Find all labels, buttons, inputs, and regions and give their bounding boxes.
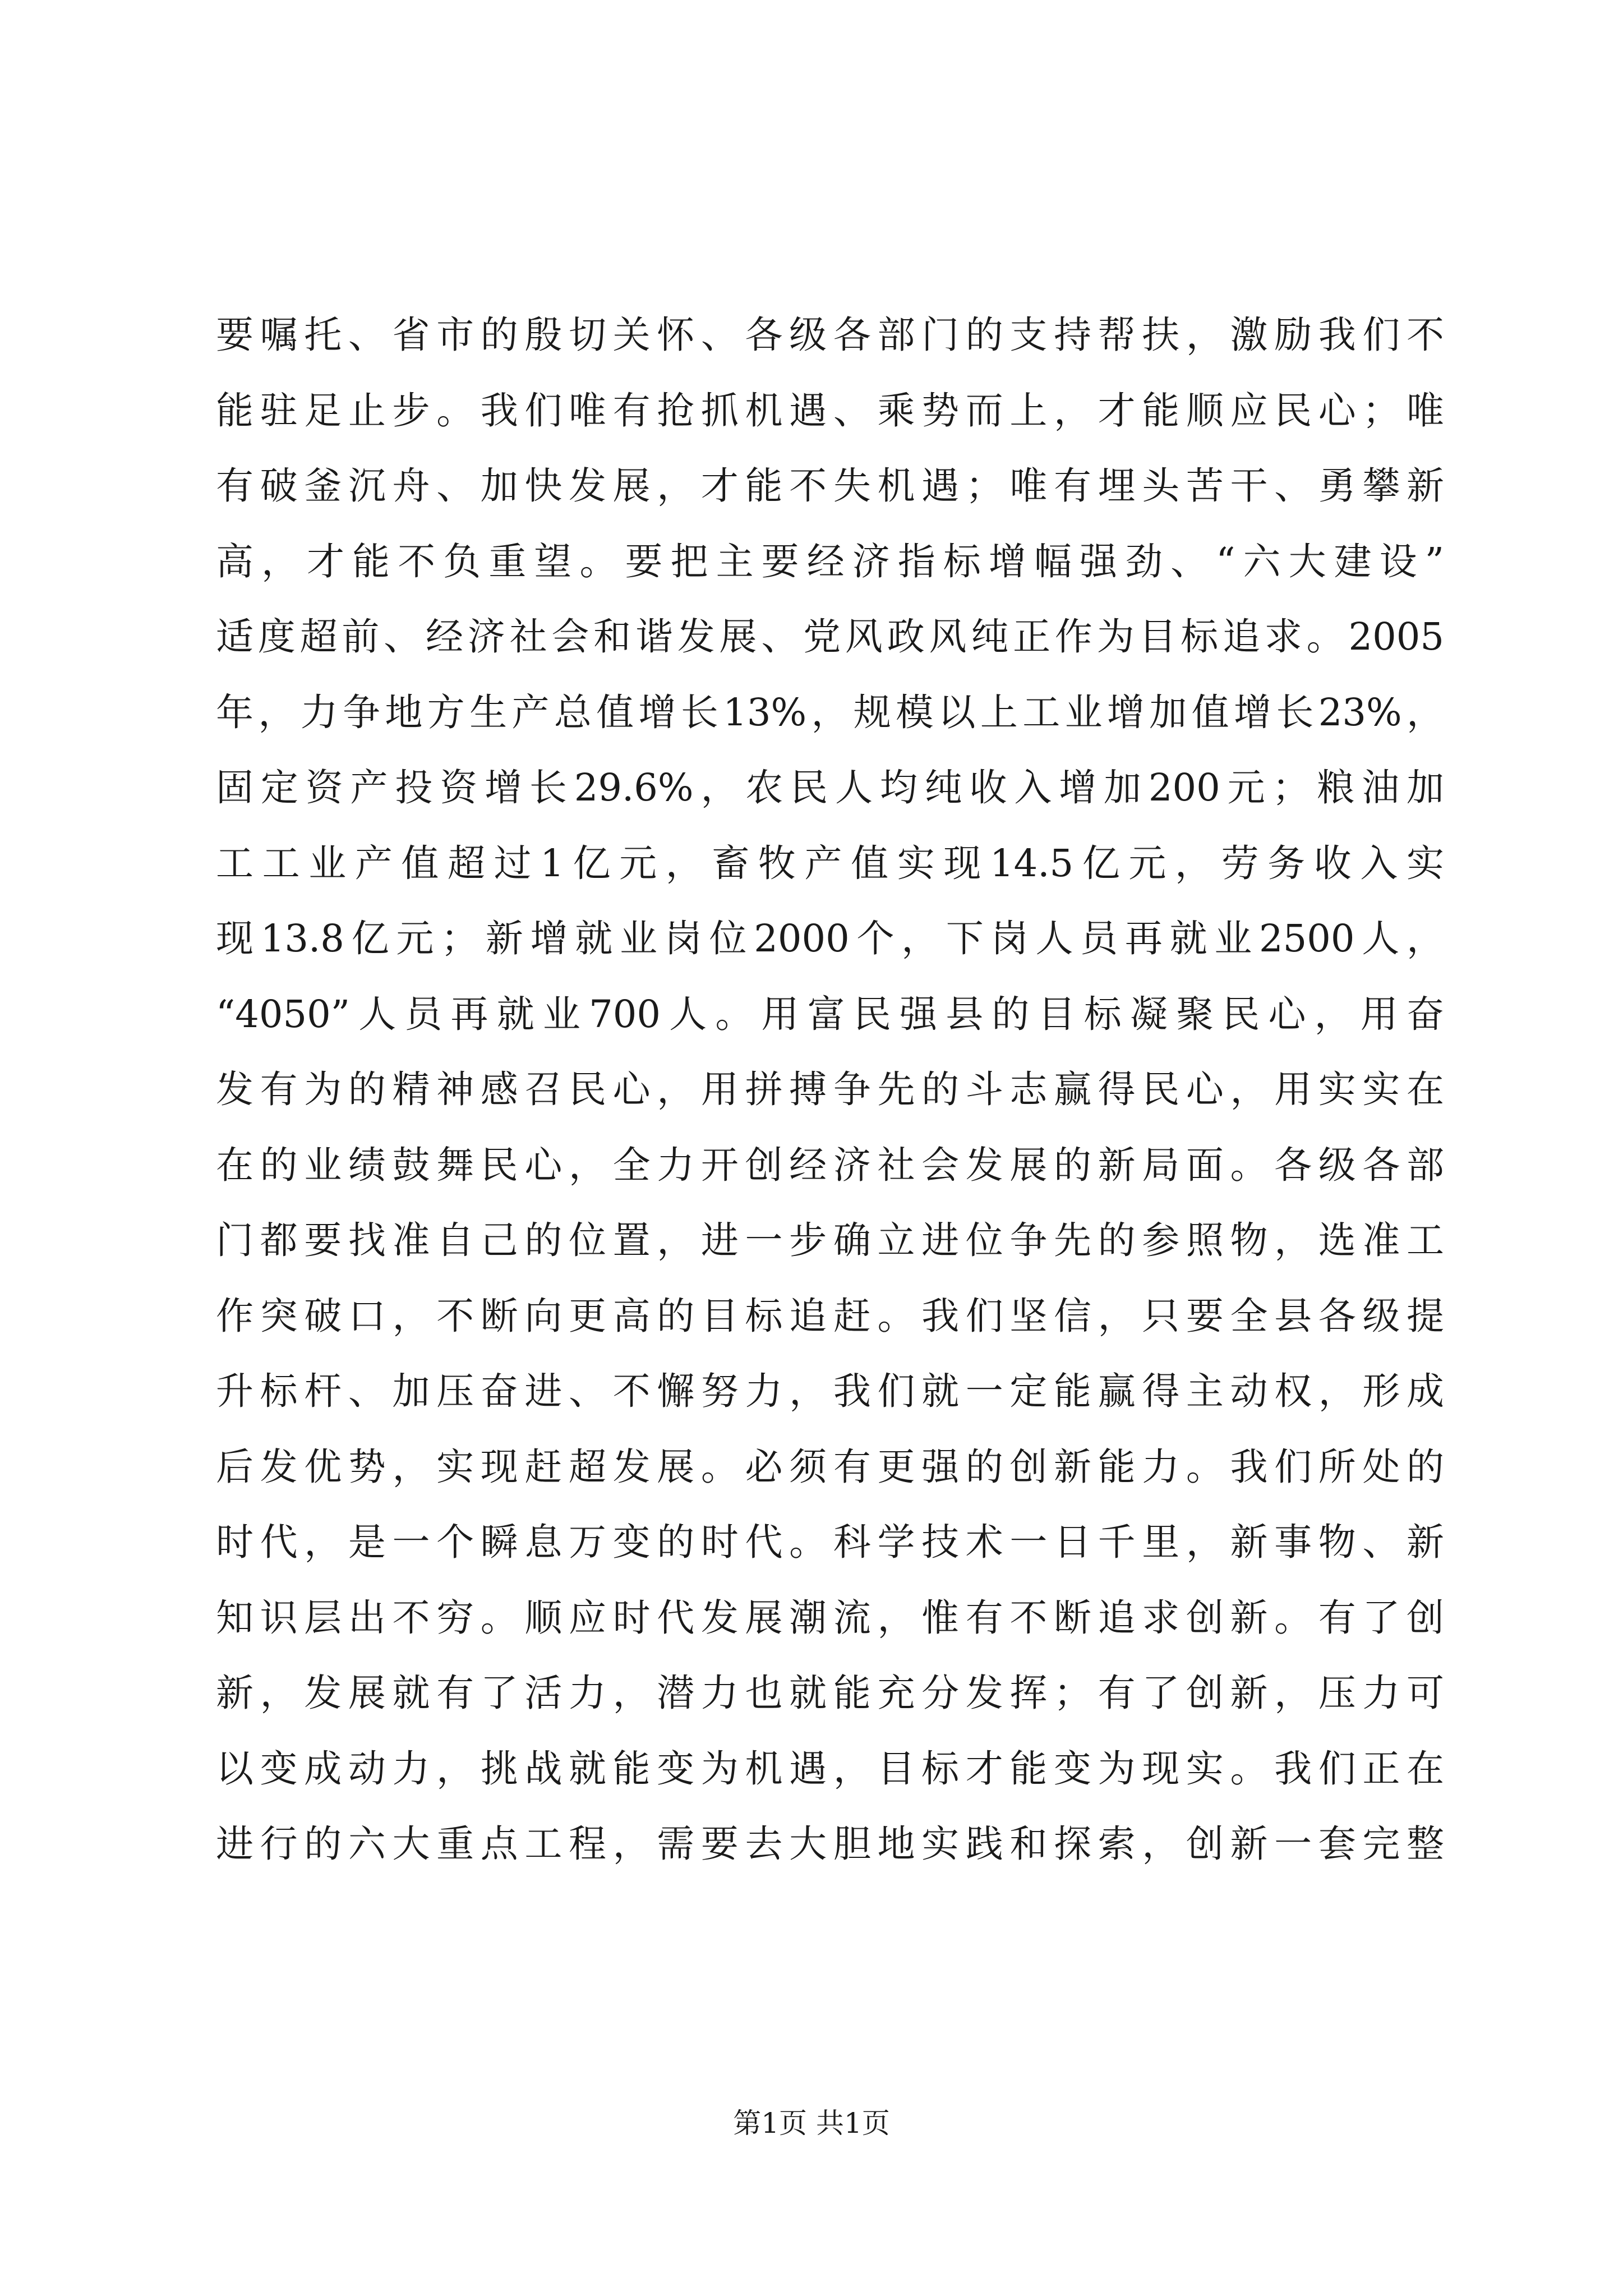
text-line: 作突破口，不断向更高的目标追赶。我们坚信，只要全县各级提 (216, 1294, 1444, 1338)
text-line: 固定资产投资增长29.6%，农民人均纯收入增加200元；粮油加 (216, 766, 1444, 809)
text-line: 发有为的精神感召民心，用拼搏争先的斗志赢得民心，用实实在 (216, 1068, 1444, 1111)
text-line: 高，才能不负重望。要把主要经济指标增幅强劲、“六大建设” (216, 539, 1444, 583)
text-line: 有破釜沉舟、加快发展，才能不失机遇；唯有埋头苦干、勇攀新 (216, 464, 1444, 508)
text-line: 门都要找准自己的位置，进一步确立进位争先的参照物，选准工 (216, 1218, 1444, 1262)
text-line: 时代，是一个瞬息万变的时代。科学技术一日千里，新事物、新 (216, 1520, 1444, 1564)
text-line: 年，力争地方生产总值增长13%，规模以上工业增加值增长23%， (216, 690, 1444, 734)
text-line: 工工业产值超过1亿元，畜牧产值实现14.5亿元，劳务收入实 (216, 841, 1444, 885)
text-line: “4050”人员再就业700人。用富民强县的目标凝聚民心，用奋 (216, 992, 1444, 1036)
text-line: 以变成动力，挑战就能变为机遇，目标才能变为现实。我们正在 (216, 1746, 1444, 1791)
body-text (216, 297, 1444, 1882)
text-line: 适度超前、经济社会和谐发展、党风政风纯正作为目标追求。2005 (216, 615, 1444, 659)
text-line: 新，发展就有了活力，潜力也就能充分发挥；有了创新，压力可 (216, 1671, 1444, 1715)
text-line: 要嘱托、省市的殷切关怀、各级各部门的支持帮扶，激励我们不 (216, 313, 1444, 357)
page-number: 第1页 共1页 (733, 2107, 890, 2139)
page-footer (0, 2101, 1623, 2141)
text-line: 升标杆、加压奋进、不懈努力，我们就一定能赢得主动权，形成 (216, 1369, 1444, 1413)
text-line: 进行的六大重点工程，需要去大胆地实践和探索，创新一套完整 (216, 1822, 1444, 1866)
text-line: 知识层出不穷。顺应时代发展潮流，惟有不断追求创新。有了创 (216, 1595, 1444, 1640)
text-line: 后发优势，实现赶超发展。必须有更强的创新能力。我们所处的 (216, 1444, 1444, 1489)
text-line: 能驻足止步。我们唯有抢抓机遇、乘势而上，才能顺应民心；唯 (216, 388, 1444, 432)
text-line: 在的业绩鼓舞民心，全力开创经济社会发展的新局面。各级各部 (216, 1143, 1444, 1187)
text-line: 现13.8亿元；新增就业岗位2000个，下岗人员再就业2500人， (216, 917, 1444, 960)
